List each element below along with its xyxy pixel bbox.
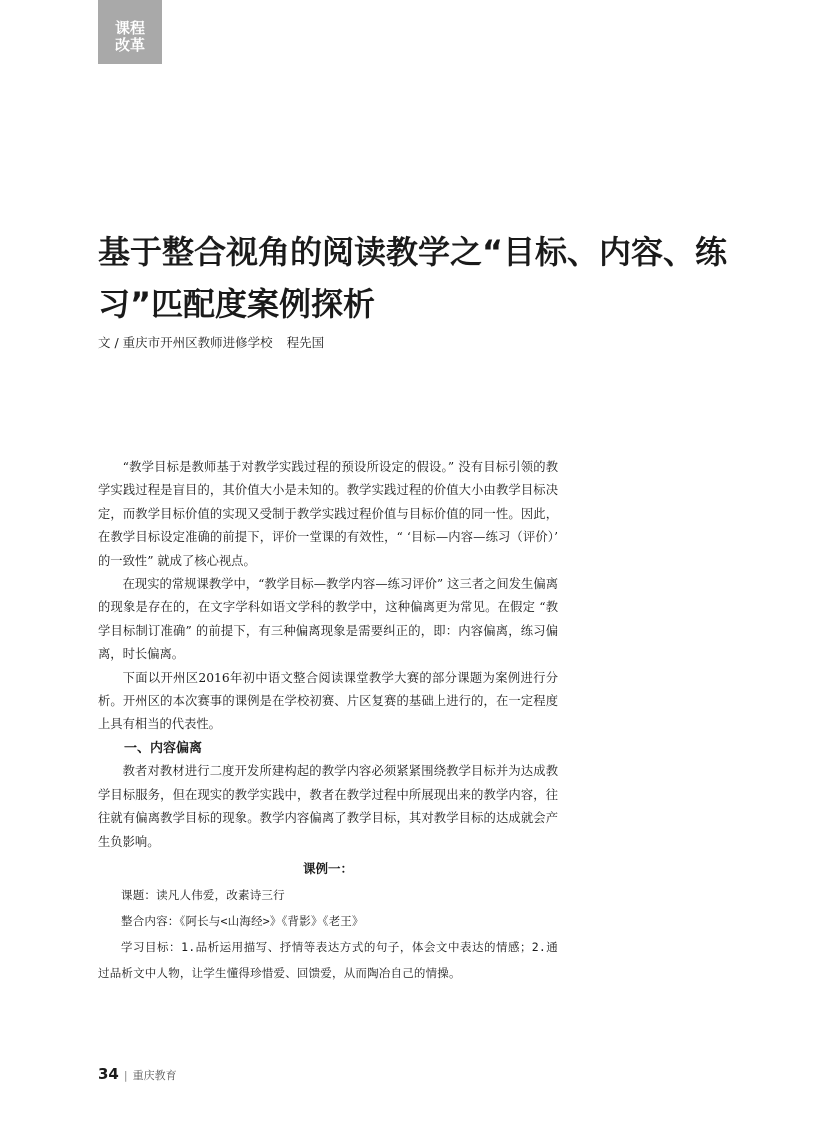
section-tab-line2: 改革 [114, 36, 145, 54]
case-content: 整合内容：《阿长与<山海经>》《背影》《老王》 [121, 913, 364, 928]
section-tab [98, 0, 162, 64]
body-paragraph: 教者对教材进行二度开发所建构起的教学内容必须紧紧围绕教学目标并为达成教学目标服务，但在现实的教学实践中，教者在教学过程中所展现出来的教学内容，往往就有偏离教学目标的现象。教学内容偏离了教学目标，其对教学目标的达成就会产生负影响。 [98, 764, 558, 849]
article-title: 基于整合视角的阅读教学之“目标、内容、练习”匹配度案例探析 [98, 233, 728, 323]
body-paragraph: 下面以开州区2016年初中语文整合阅读课堂教学大赛的部分课题为案例进行分析。开州区的本次赛事的课例是在学校初赛、片区复赛的基础上进行的，在一定程度上具有相当的代表性。 [98, 670, 558, 732]
page-footer [98, 1064, 177, 1083]
case-goals: 学习目标：1.品析运用描写、抒情等表达方式的句子，体会文中表达的情感；2.通过品析文中人物，让学生懂得珍惜爱、回馈爱，从而陶冶自己的情操。 [98, 939, 558, 980]
byline-affiliation: 文 / 重庆市开州区教师进修学校 [98, 335, 273, 350]
article-body [98, 456, 558, 986]
section-tab-line1: 课程 [114, 19, 145, 37]
footer-separator: | [123, 1069, 128, 1082]
byline [98, 333, 324, 351]
byline-author: 程先国 [286, 335, 325, 350]
journal-name: 重庆教育 [132, 1069, 177, 1082]
case-topic: 课题：读凡人伟爱，改素诗三行 [121, 887, 285, 902]
body-paragraph: “教学目标是教师基于对教学实践过程的预设所设定的假设。” 没有目标引领的教学实践过程是盲目的，其价值大小是未知的。教学实践过程的价值大小由教学目标决定，而教学目标价值的实现又受制于教学实践过程价值与目标价值的同一性。因此，在教学目标设定准确的前提下，评价一堂课的有效性，“ ‘目标—内容—练习（评价）’ 的一致性” 就成了核心视点。 [98, 460, 558, 568]
page-number: 34 [98, 1065, 119, 1083]
section-heading: 一、内容偏离 [124, 740, 203, 756]
case-title: 课例一： [302, 860, 353, 876]
body-paragraph: 在现实的常规课教学中，“教学目标—教学内容—练习评价” 这三者之间发生偏离的现象是存在的，在文字学科如语文学科的教学中，这种偏离更为常见。在假定 “教学目标制订准确” 的前提下，有三种偏离现象是需要纠正的，即：内容偏离，练习偏离，时长偏离。 [98, 577, 558, 662]
